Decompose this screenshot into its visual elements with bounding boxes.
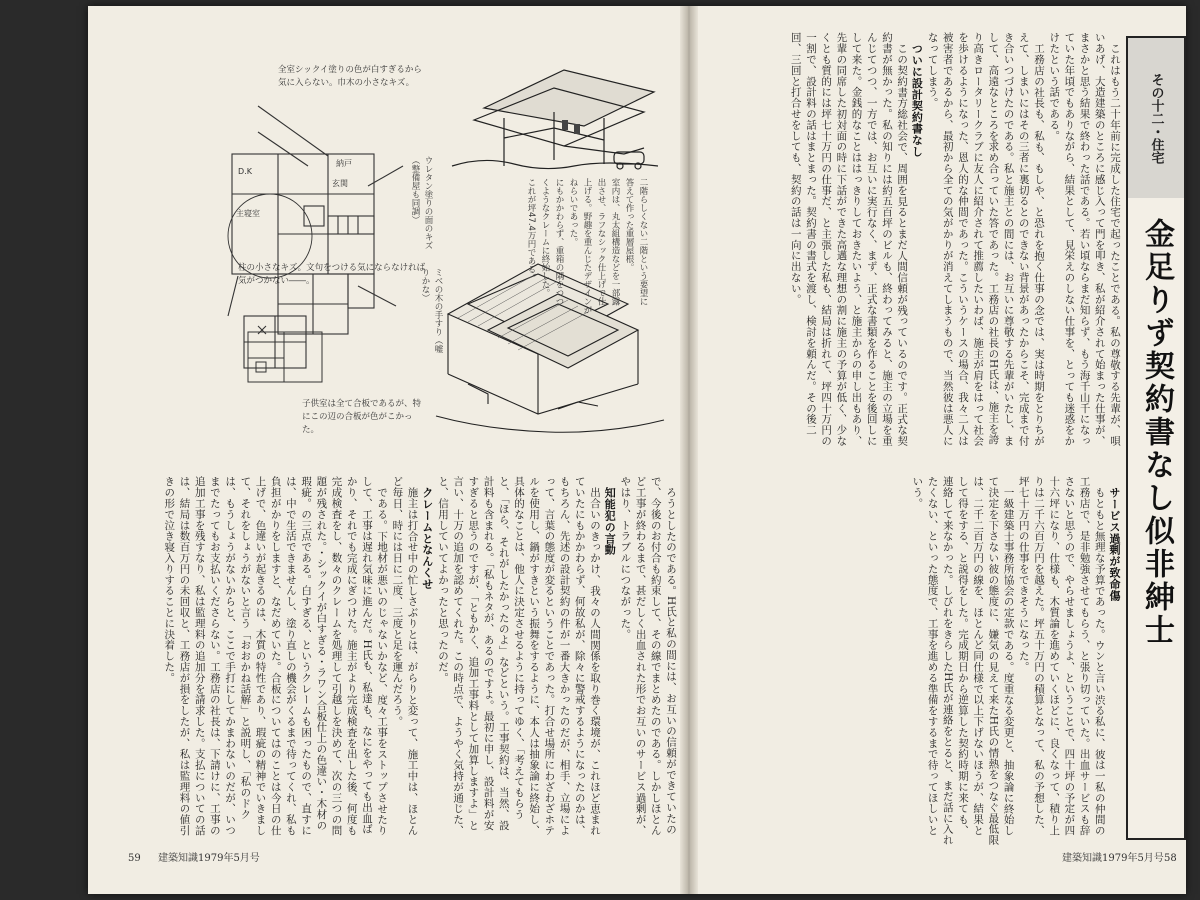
paragraph: 一級建築士事務所協会の定款である。度重なる変更と、抽象論に終始して決定を下さない彼の態度に、嫌気の見えて来たH氏の情熱をつなぐ最低限は、二千二百万円の線を、ほとんど同仕様で以上下げないほうが、結果として得をする、と説得をした。完成期日から逆算した契約時期に来ても、連絡して来なかった。しびれをきらしたH氏が連絡をとると、まだ話に入れたくない、といった態度で、工事を進める準備をするまで待ってほしいという。 bbox=[911, 476, 1015, 846]
plan-note-urethane: ウレタン塗りの面のキズ（整備屋も同調） bbox=[410, 156, 433, 250]
paragraph: 施主は打合せ中の忙しさぶりとは、がらりと変って、施工中は、ほとんど毎日、時には日に二度、三度と足を運んだろう。 bbox=[391, 476, 419, 836]
plan-label-bedroom: 主寝室 bbox=[236, 209, 260, 218]
plan-label-storage: 納戸 bbox=[336, 159, 352, 168]
caption-line: 出させ、ラフなシック仕上げで仕 bbox=[596, 178, 606, 306]
paragraph: である。下地材が悪いのじゃないかなど、度々工事をストップさせたりして、工事は遅れ気味に進んだ。H氏も、私達も、なにをやっても出血ばかり、それでも完成にぎつけた。施主がより完成検査を出した後、何度も完成検査をし、数々のクレームを処理して引越しを決めて、次の三つの問題が残された。・シックイが白すぎる・ラワン合板仕上の色違い・木材の瑕疵。の三点である。白すぎる、というクレームも困ったもので、直すには、中で生活できませんし、塗り直しの機会がくるまで待ってくれ、私も負担がかりをしますと、なだめていた。合板についてはのことは今日の仕上げで、色違いが起きるのは、木質の特性であり、瑕疵の精神でいきまして、それをしょうがないと言う「おおかね話解」と説明し、「私のドクは、もうしょうがないからと、ここで手打にしてかまわないのだが、いつまでたってもお支払いくださらない。工務店の社長は、下請けに、工事の追加工事を残すなり、私は監理料の追加分を請求した。支払についての話は、結局は数百万円の未回収と、工務店が損をしたが、私は監理料の値引きの形で泣き寝入りすることに決着した。 bbox=[163, 476, 389, 836]
section-heading: クレームとなんくせ bbox=[420, 487, 434, 590]
right-upper-body-text bbox=[702, 32, 1122, 452]
magazine-name-left: 建築知識1979年5月号 bbox=[158, 853, 260, 864]
caption-line: 室内は、丸太組構造などを一部露 bbox=[610, 178, 620, 306]
plan-note-stair: ミベの木の手すり（嘘りかな） bbox=[420, 268, 443, 353]
caption-line: ねらいであった。 bbox=[568, 178, 578, 246]
illustration-caption bbox=[526, 178, 650, 378]
caption-line: 答えて作った重層屋根。 bbox=[624, 178, 634, 272]
magazine-spread bbox=[88, 6, 1186, 894]
paragraph: 出合いのきっかけ、我々の人間関係を取り巻く環境が、これほど恵まれていたにもかかわらず、何故私が、除々に警戒するようになったのかは、もちろん、先述の設計契約の件が一番大きかったのだが、相手、立場によって、言葉の態度が変るということであった。打合せ場所にわざわざホテルを使用し、鍋がすきという振舞をするように、本人は抽象論に終始し、具体的なことは、他人に決定させるように持ってゆく、「考えてもらうと、「ほら、それがしたかったのよ」などという。工事契約は、当然、設計料も含まれる。「私もネタが、あるのですよ。最初に申し、設計料が安すぎると思うのですが、「ともかく、追加工事料として加算しますよ」と言い、十万の追加を認めてくれた。この時点で、ようやく気持が通じた、と、信用していてよかったと思ったのだ。 bbox=[436, 476, 601, 836]
second-floor-plan bbox=[238, 318, 338, 388]
magazine-name-right: 建築知識1979年5月号 bbox=[1062, 853, 1164, 864]
plan-note-lower: 柱の小さなキズ。文句をつける気にならなければ気がつかない――。 bbox=[238, 263, 426, 286]
paragraph: この契約書方総社会で、周囲を見るとまだ人間信頼が残っているのです。正式な契約書が無かった。私の知りには約五百坪のビルも、終わってみると、施主の立場を重んじてつつ、一方では、お互いに実行なく、まず、正式な書類を作ることを後回しにして来た。金銭的なことははっきりしておきたいよう、と施主からの申し出もあり、先輩の同席した初対面の時に下話ができた高邁な理想の割に施主の予算が低く、少なくとも質的には坪七十万円の仕事だ、と主張した私も、結局は折れて、坪四十万円の一割で、設計料の話はまとまった。契約書の書式を渡し、検討を頼んだ。その後二回、三回と打合せをしても、契約の話は一向に出ない。 bbox=[789, 32, 909, 447]
section-heading: ついに設計契約書なし bbox=[910, 43, 924, 157]
house-perspective-sketch bbox=[444, 48, 666, 178]
plan-note-child-room: 子供室は全て合板であるが、特にこの辺の合板が色がこかった。 bbox=[302, 399, 422, 435]
section-heading: サービス過剰が致命傷 bbox=[1108, 487, 1121, 601]
section-heading: 知能犯の言動 bbox=[603, 487, 617, 556]
caption-line: 二階らしくない二階という要望に bbox=[638, 178, 648, 306]
paragraph: これはもう二十年前に完成した住宅で起ったことである。私の尊敬する先輩が、唄いあげ、大造建築のところに感じ入って門を叩き、私が紹介されて始まった仕事が、まさかと思う結果で終わった話である。若い頃ならまだ知らず、もう海千山千になっていた年頃でもありながら、結果として、見栄えのしない仕事を、とっても迷惑をかけたという話である。 bbox=[1048, 32, 1121, 447]
right-page bbox=[698, 6, 1186, 894]
left-page bbox=[88, 6, 680, 894]
paragraph: 工務店の社長も、私も、もしや、と恐れを抱く仕事の念では、実は時期をとりちがえて、しまいにはその三者に裏切るとのできない背景があったからこそ、完成まで付き合いつづけたのである。私と施主との間には、お互いに尊敬する先輩がいたし、まして、高遠なところを求め合っていた答であった。工務店の社長のH氏は、施主を誇り高きロータリークラブに友人に紹介されて推薦したいわば、施主が肩をはって社会を歩けるようになった、恩人的な仲間であった。こういうケースの場合、我々二人は被害者であるから、最初から全ての気がかりが消えてしまうもので、当然彼は悪人になってしまう。 bbox=[926, 32, 1045, 447]
page-number-right: 58 bbox=[1164, 853, 1177, 864]
right-lower-body-text bbox=[702, 476, 1122, 846]
plan-label-entrance: 玄関 bbox=[332, 179, 348, 188]
caption-line: 上げる。野趣を重んじたデザインが bbox=[582, 178, 592, 314]
paragraph: もともと無理な予算であった。ウンと言い渋る私に、彼は一私の仲間の工務店で、是非勉強させてもらう、と張り切っていた。出血サービスも辞さないと思うので、やらせましょうよ、ということで、四十坪の予定が四十六坪になり、仕様も、木質論を進めていくほどに、良くなって、積り上りは二千六百万円を越えた。坪五十万円の積算となって、私の予想した、坪七十万円の仕事をできそうになった。 bbox=[1017, 476, 1106, 836]
caption-line: にもかかわらず、重箱の隅をつつ bbox=[554, 178, 564, 306]
caption-line: くようなクレームに終始した。 bbox=[540, 178, 550, 297]
plan-label-dk: D.K bbox=[238, 167, 252, 176]
series-label: その十二・住宅 bbox=[1128, 38, 1184, 198]
article-title: 金足りず契約書なし似非紳士 bbox=[1139, 218, 1174, 647]
plan-note-upper: 全室シックイ塗りの色が白すぎるから気に入らない。巾木の小さなキズ。 bbox=[278, 65, 422, 88]
caption-line: これが坪47.4万円である。 bbox=[526, 178, 536, 282]
page-number-left: 59 bbox=[128, 853, 141, 864]
left-body-text bbox=[128, 476, 678, 836]
binding-gutter bbox=[680, 6, 698, 894]
article-title-banner bbox=[1126, 36, 1186, 840]
paragraph: ろうとしたのである。H氏と私の間には、お互いの信頼ができていたので、今後のお付合も約束して、その線でまとめたのである。しかしほとんど工事が終わるまで、甚だしく出血された形でお互いのサービス過剰が、やはり、トラブルにつながった。 bbox=[619, 476, 677, 836]
